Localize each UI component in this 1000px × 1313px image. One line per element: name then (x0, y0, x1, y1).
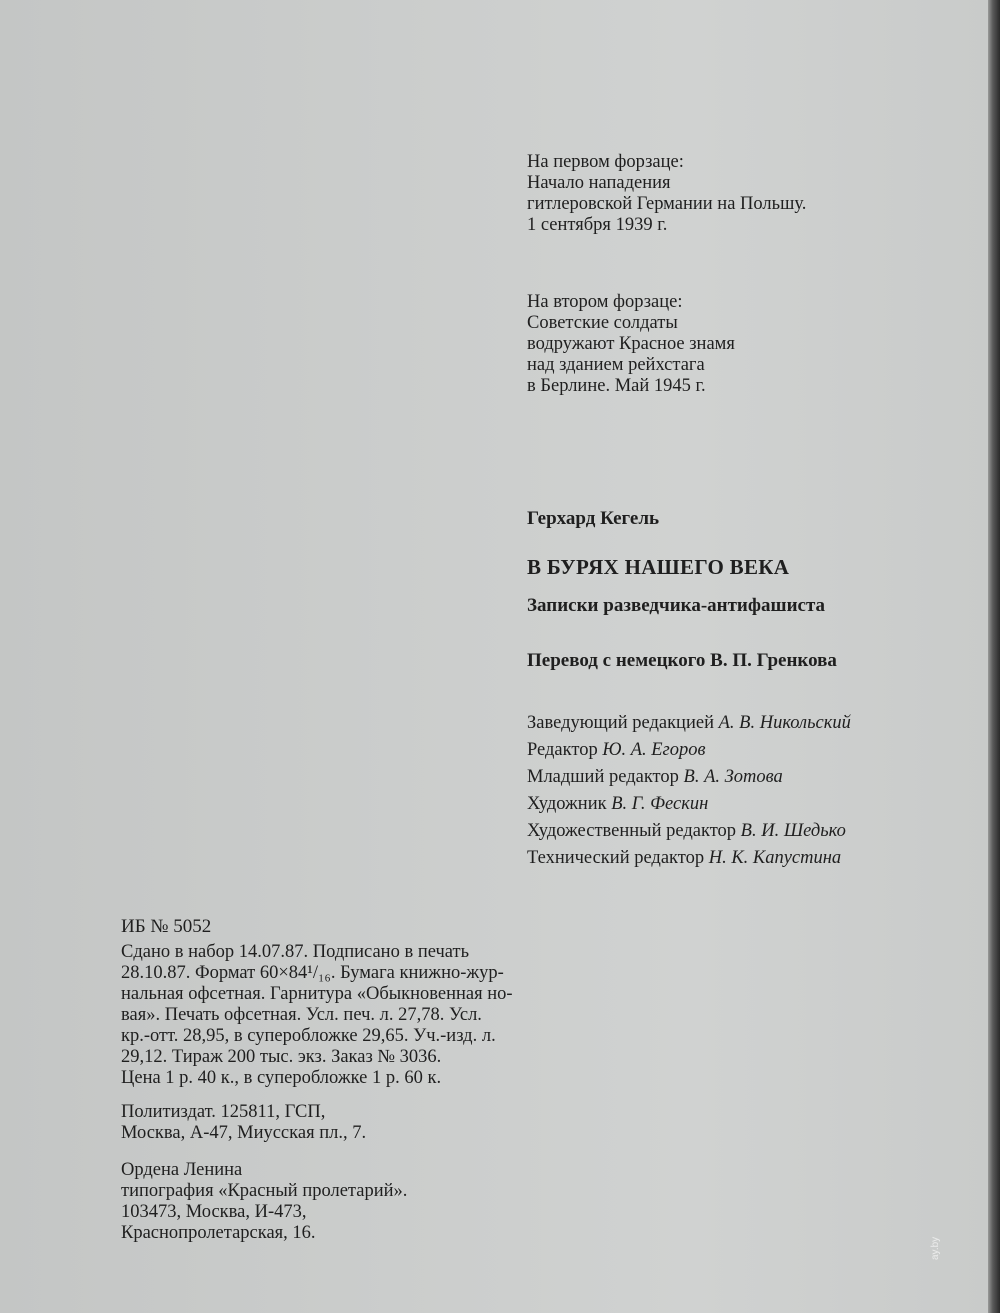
page-edge (988, 0, 1000, 1313)
staff-line (527, 845, 851, 872)
imprint-line: 28.10.87. Формат 60×84¹/₁₆. Бумага книжно-жур- (121, 963, 504, 983)
staff-role: Художественный редактор (527, 821, 737, 841)
book-author: Герхард Кегель (527, 508, 660, 529)
imprint-line: вая». Печать офсетная. Усл. печ. л. 27,78. Усл. (121, 1005, 482, 1025)
staff-role: Художник (527, 794, 607, 814)
caption-line: 1 сентября 1939 г. (527, 215, 668, 235)
staff-line (527, 764, 851, 791)
staff-role: Технический редактор (527, 848, 705, 868)
imprint-line: нальная офсетная. Гарнитура «Обыкновенная но- (121, 984, 513, 1004)
book-title: В БУРЯХ НАШЕГО ВЕКА (527, 555, 790, 579)
staff-role: Редактор (527, 740, 598, 760)
imprint-line: Цена 1 р. 40 к., в суперобложке 1 р. 60 к. (121, 1068, 442, 1088)
ib-number: ИБ № 5052 (121, 916, 212, 937)
caption-line: Начало нападения (527, 173, 671, 193)
imprint-line: кр.-отт. 28,95, в суперобложке 29,65. Уч.-изд. л. (121, 1026, 496, 1046)
staff-role: Младший редактор (527, 767, 679, 787)
imprint-line: Ордена Ленина (121, 1160, 243, 1180)
printer-address (121, 1160, 407, 1244)
caption-line: На первом форзаце: (527, 152, 684, 172)
front-endpaper-caption (527, 152, 806, 236)
staff-line (527, 791, 851, 818)
staff-role: Заведующий редакцией (527, 713, 714, 733)
staff-name: Ю. А. Егоров (602, 740, 706, 760)
staff-line (527, 737, 851, 764)
imprint-line: Москва, А-47, Миусская пл., 7. (121, 1123, 367, 1143)
staff-line (527, 710, 851, 737)
translation-credit: Перевод с немецкого В. П. Гренкова (527, 650, 837, 671)
caption-line: На втором форзаце: (527, 292, 683, 312)
staff-name: В. И. Шедько (740, 821, 846, 841)
staff-name: А. В. Никольский (718, 713, 851, 733)
imprint-line: 103473, Москва, И-473, (121, 1202, 307, 1222)
staff-line (527, 818, 851, 845)
staff-name: Н. К. Капустина (708, 848, 842, 868)
book-subtitle: Записки разведчика-антифашиста (527, 595, 826, 616)
staff-credits (527, 710, 851, 872)
staff-name: В. А. Зотова (683, 767, 783, 787)
imprint-line: 29,12. Тираж 200 тыс. экз. Заказ № 3036. (121, 1047, 442, 1067)
watermark: ay.by (930, 1236, 941, 1260)
caption-line: в Берлине. Май 1945 г. (527, 376, 706, 396)
publisher-address (121, 1102, 366, 1144)
staff-name: В. Г. Фескин (611, 794, 709, 814)
caption-line: водружают Красное знамя (527, 334, 735, 354)
caption-line: Советские солдаты (527, 313, 678, 333)
print-details (121, 942, 513, 1089)
caption-line: над зданием рейхстага (527, 355, 705, 375)
imprint-line: Краснопролетарская, 16. (121, 1223, 316, 1243)
imprint-line: типография «Красный пролетарий». (121, 1181, 408, 1201)
imprint-line: Политиздат. 125811, ГСП, (121, 1102, 326, 1122)
imprint-line: Сдано в набор 14.07.87. Подписано в печать (121, 942, 470, 962)
caption-line: гитлеровской Германии на Польшу. (527, 194, 807, 214)
back-endpaper-caption (527, 292, 735, 397)
